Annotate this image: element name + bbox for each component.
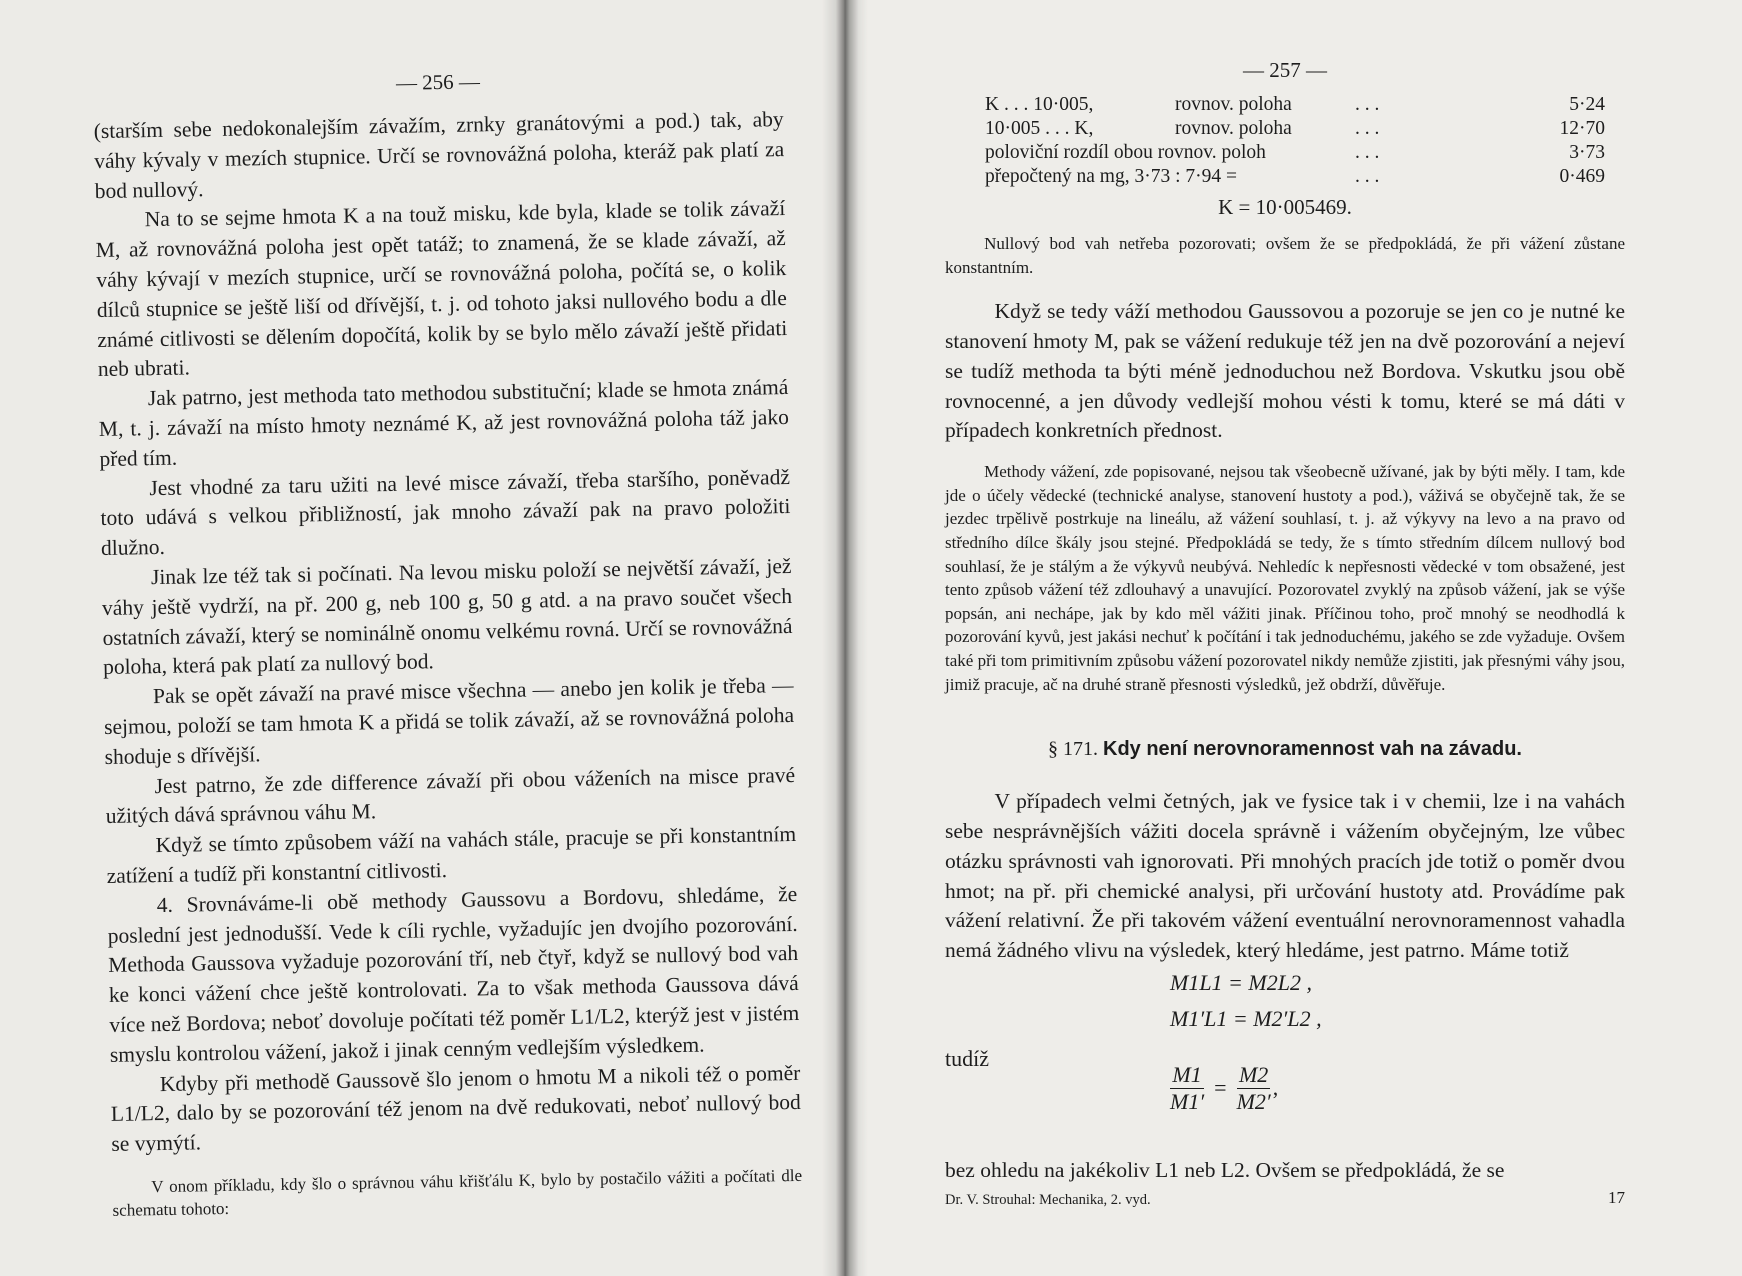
table-cell: K . . . 10·005, [985, 94, 1094, 115]
paragraph: (starším sebe nedokonalejším závažím, zrnky granátovými a pod.) tak, aby váhy kývaly v mezích stupnice. Určí se rovnovážná poloha, kteráž pak platí za bod nullový. [93, 107, 785, 203]
weighing-table [985, 93, 1605, 189]
paragraph: Jinak lze též tak si počínati. Na levou misku položí se největší závaží, jež váhy ještě vydrží, na př. 200 g, neb 100 g, 50 g atd. a na pravo součet všech ostatních závaží, který se nominálně onomu velkému rovná. Určí se rovnovážná poloha, která pak platí za nullový bod. [101, 553, 793, 680]
equation-1: M1L1 = M2L2 , [1170, 969, 1312, 995]
equation-2: M1′L1 = M2′L2 , [1170, 1005, 1322, 1031]
note-nullovy-bod [945, 232, 1625, 279]
fraction-left [1170, 1062, 1204, 1115]
ratio-equation [1170, 1062, 1278, 1115]
page-footer [945, 1187, 1625, 1216]
table-cell: . . . [1355, 118, 1380, 139]
section-title: Kdy není nerovnoramennost vah na závadu. [1103, 738, 1522, 761]
note-text: Methody vážení, zde popisované, nejsou tak všeobecně užívané, jak by býti měly. I tam, kde jde o účely vědecké (technické analyse, stanovení hustoty a pod.), váživá se obyčejně tak, že se jezdec trpělivě postrkuje na lineálu, až vážení souhlasí, t. j. až výkyvy na levo a na pravo od středního dílce škály jsou stejné. Předpokládá se tedy, že s tímto středním dílcem nullový bod souhlasí, že je stálým a že výkyvů neubývá. Nehledíc k nepřesnosti vědecké v tom obsažené, jest tento způsob vážení též zdlouhavý a unavující. Pozorovatel zvyklý na způsob vážení, jak se výše popsán, ani nechápe, jak by kdo měl vážiti jinak. Příčinou toho, proč mnohý se neodhodlá k pozorování kyvů, jest jakási nechuť k počítání i tak jednoduchému, jakého se zde vyžaduje. Ovšem také při tom primitivním způsobu vážení pozorovatel nikdy nemůže zjistiti, jak přesnými váhy jsou, jimiž pracuje, ač na druhé straně přesnosti výsledků, jež obdrží, důvěřuje. [945, 462, 1625, 694]
table-row [985, 93, 1605, 117]
table-row [985, 117, 1605, 141]
fraction-right [1237, 1062, 1271, 1115]
paragraph: Když se tedy váží methodou Gaussovou a pozoruje se jen co je nutné ke stanovení hmoty M, pak se vážení redukuje též jen na dvě pozorování a nejeví se tudíž methoda ta býti méně jednoduchou než Bordova. Vskutku jsou obě rovnocenné, a jen důvody vedlejší mohou vésti k tomu, které se má dáti v případech konkretních přednost. [945, 299, 1625, 443]
note-methody-vazeni [945, 460, 1625, 696]
section-number: § 171. [1048, 738, 1098, 761]
table-cell: rovnov. poloha [1175, 118, 1292, 139]
table-cell: 3·73 [1569, 142, 1605, 163]
closing-text [945, 1156, 1625, 1186]
denominator: M2′ [1236, 1088, 1271, 1114]
tudiz-label: tudíž [945, 1045, 989, 1071]
left-body-text [93, 105, 801, 1160]
table-cell: . . . [1355, 94, 1380, 115]
signature-mark: 17 [1608, 1187, 1625, 1207]
equals-sign: = [1214, 1075, 1227, 1101]
fraction-comma: , [1272, 1075, 1279, 1101]
numerator: M1 [1172, 1061, 1202, 1087]
page-number-right: — 257 — [1243, 58, 1327, 82]
right-page [845, 0, 1742, 1276]
section-body-text [945, 787, 1625, 966]
paragraph: Kdyby při methodě Gaussově šlo jenom o hmotu M a nikoli též o poměr L1/L2, dalo by se pozorování též jenom na dvě redukovati, neboť nullový bod se vymýtí. [110, 1060, 802, 1157]
table-cell: přepočtený na mg, 3·73 : 7·94 = [985, 166, 1237, 187]
note-text: Nullový bod vah netřeba pozorovati; ovšem že se předpokládá, že při vážení zůstane konstantním. [945, 234, 1625, 277]
numerator: M2 [1238, 1061, 1269, 1087]
table-row [985, 141, 1605, 165]
page-number-left: — 256 — [395, 69, 481, 95]
paragraph: Na to se sejme hmota K a na touž misku, kde byla, klade se tolik závaží M, až rovnovážná poloha jest opět tatáž; to znamená, že se klade závaží, až váhy kývají v mezích stupnice, určí se rovnovážná poloha, počítá se, o kolik dílců stupnice se ještě liší od dřívější, t. j. od tohoto jaksi nullového bodu a dle známé citlivosti se dělením dopočítá, kolik by se bylo mělo závaží ještě přidati neb ubrati. [95, 196, 788, 382]
table-cell: 5·24 [1569, 94, 1605, 115]
left-page-content [92, 0, 803, 1223]
paragraph: 4. Srovnáváme-li obě methody Gaussovu a Bordovu, shledáme, že poslední jest jednodušší. Vede k cíli rychle, vyžadujíc jen dvojího pozorování. Methoda Gaussova vyžaduje pozorování tří, neb čtyř, když se nullový bod vah ke konci vážení chce ještě kontrolovati. Za to však methoda Gaussova dává více než Bordova; neboť dovoluje počítati též poměr L1/L2, kterýž jest v jistém smyslu kontrolou vážení, jakož i jinak cenným vedlejším výsledkem. [107, 881, 800, 1067]
paragraph: bez ohledu na jakékoliv L1 neb L2. Ovšem se předpokládá, že se [945, 1157, 1505, 1182]
paragraph: Když se tímto způsobem váží na vahách stále, pracuje se při konstantním zatížení a tudíž při konstantní citlivosti. [106, 822, 797, 888]
footer-citation: Dr. V. Strouhal: Mechanika, 2. vyd. [945, 1191, 1151, 1208]
paragraph: Jak patrno, jest methoda tato methodou substituční; klade se hmota známá M, t. j. závaží na místo hmoty neznámé K, až jest rovnovážná poloha táž jako před tím. [98, 375, 790, 471]
table-cell: poloviční rozdíl obou rovnov. poloh [985, 142, 1266, 163]
table-cell: 0·469 [1559, 166, 1605, 187]
denominator: M1′ [1170, 1088, 1205, 1114]
k-result: K = 10·005469. [1218, 195, 1352, 219]
table-cell: 12·70 [1559, 118, 1605, 139]
left-page [0, 0, 845, 1276]
paragraph: Pak se opět závaží na pravé misce všechna — anebo jen kolik je třeba — sejmou, položí se tam hmota K a přidá se tolik závaží, až se rovnovážná poloha shoduje s dřívější. [103, 673, 795, 769]
section-heading [945, 738, 1625, 761]
table-cell: . . . [1355, 166, 1380, 187]
paragraph: Jest vhodné za taru užiti na levé misce závaží, třeba staršího, poněvadž toto udává s velkou přibližností, jak mnoho závaží pak na pravo položiti dlužno. [100, 464, 791, 561]
right-body-text [945, 297, 1625, 446]
equations [945, 966, 1625, 1156]
paragraph: V případech velmi četných, jak ve fysice tak i v chemii, lze i na vahách sebe nesprávnějších vážiti docela správně i vážením obyčejným, lze vůbec otázku správnosti vah ignorovati. Při mnohých pracích jde totiž o poměr dvou hmot; na př. při chemické analysi, při určování hustoty atd. Provádíme pak vážení relativní. Že při takovém vážení eventuální nerovnoramennost vahadla nemá žádného vlivu na výsledek, který hledáme, jest patrno. Máme totiž [945, 789, 1625, 963]
book-gutter [822, 0, 868, 1276]
table-row [985, 165, 1605, 189]
table-cell: rovnov. poloha [1175, 94, 1292, 115]
left-footnote [112, 1164, 803, 1223]
table-cell: . . . [1355, 142, 1380, 163]
paragraph: Jest patrno, že zde difference závaží při obou váženích na misce pravé užitých dává správnou váhu M. [105, 762, 796, 829]
table-cell: 10·005 . . . K, [985, 118, 1094, 139]
footnote-text: V onom příkladu, kdy šlo o správnou váhu křišťálu K, bylo by postačilo vážiti a počítati dle schematu tohoto: [112, 1165, 803, 1221]
right-page-content [945, 0, 1625, 1216]
